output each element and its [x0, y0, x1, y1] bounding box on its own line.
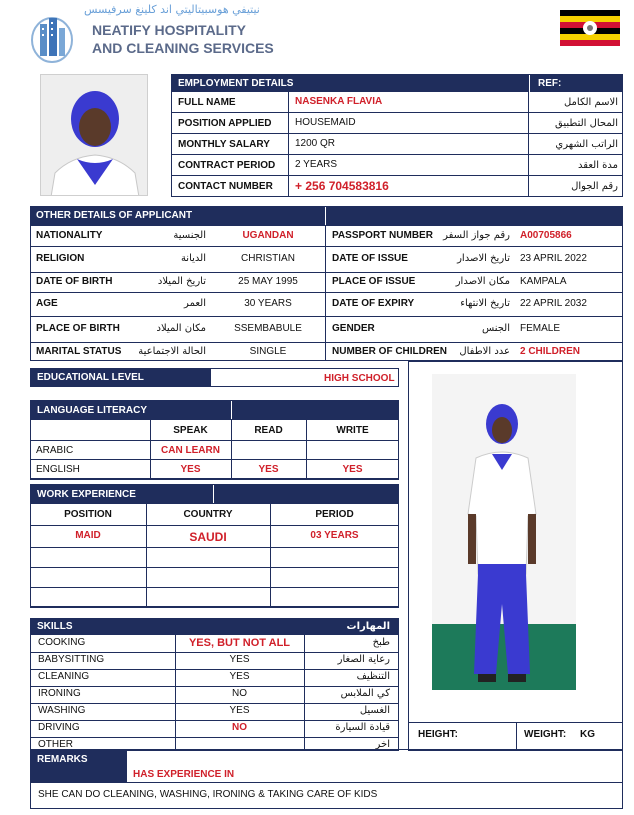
language-header: [31, 401, 398, 419]
other-right-value: A00705866: [520, 230, 572, 241]
skill-label-ar: اخر: [375, 739, 390, 750]
skill-label-ar: التنظيف: [356, 671, 390, 682]
other-right-label: NUMBER OF CHILDREN: [332, 346, 447, 357]
other-left-value: UGANDAN: [242, 230, 294, 241]
other-right-value: 2 CHILDREN: [520, 346, 581, 357]
language-title: LANGUAGE LITERACY: [37, 405, 147, 416]
applicant-portrait: [40, 74, 148, 196]
education-label: EDUCATIONAL LEVEL: [37, 372, 144, 383]
other-col-divider: [325, 225, 326, 361]
employment-row-label: CONTACT NUMBER: [178, 181, 273, 192]
other-right-value: 23 APRIL 2022: [520, 253, 587, 264]
other-left-label: RELIGION: [36, 253, 85, 264]
other-left-value: SINGLE: [249, 346, 287, 357]
other-left-label-ar: الحالة الاجتماعية: [138, 346, 206, 357]
other-left-value: SSEMBABULE: [234, 323, 302, 334]
other-left-label: MARITAL STATUS: [36, 346, 122, 357]
work-title: WORK EXPERIENCE: [37, 489, 136, 500]
employment-row-label: POSITION APPLIED: [178, 118, 272, 129]
other-right-label: DATE OF EXPIRY: [332, 298, 415, 309]
employment-row-label-ar: مدة العقد: [578, 160, 618, 171]
other-right-label-ar: عدد الاطفال: [459, 346, 510, 357]
employment-details-table: [171, 74, 623, 197]
remarks-label: REMARKS: [37, 754, 88, 765]
skill-value: YES: [229, 654, 250, 665]
remarks-note: HAS EXPERIENCE IN: [133, 769, 235, 780]
work-row-divider: [30, 567, 399, 568]
company-name-line2: AND CLEANING SERVICES: [92, 40, 274, 56]
other-right-value: KAMPALA: [520, 276, 567, 287]
other-right-label: PLACE OF ISSUE: [332, 276, 416, 287]
height-label: HEIGHT:: [418, 729, 458, 740]
skill-label: DRIVING: [38, 722, 80, 733]
skill-label: WASHING: [38, 705, 86, 716]
employment-row-divider: [171, 196, 623, 197]
other-right-label: DATE OF ISSUE: [332, 253, 408, 264]
work-position-value: MAID: [75, 530, 101, 541]
other-row-divider: [30, 316, 623, 317]
work-period-value: 03 YEARS: [310, 530, 359, 541]
employment-row-value: 2 YEARS: [295, 159, 338, 170]
other-right-label-ar: مكان الاصدار: [455, 276, 510, 287]
other-right-label-ar: الجنس: [481, 323, 510, 334]
other-left-label: PLACE OF BIRTH: [36, 323, 120, 334]
skill-label: CLEANING: [38, 671, 90, 682]
other-left-label-ar: تاريخ الميلاد: [157, 276, 206, 287]
weight-label: WEIGHT:: [524, 729, 567, 740]
other-left-label: AGE: [36, 298, 58, 309]
uganda-flag-icon: [560, 10, 620, 46]
other-left-label-ar: الديانة: [180, 253, 206, 264]
skill-label-ar: رعاية الصغار: [337, 654, 390, 665]
skill-value: NO: [232, 722, 247, 733]
other-left-value: 25 MAY 1995: [238, 276, 298, 287]
language-col-header: SPEAK: [173, 425, 208, 436]
language-speak-value: CAN LEARN: [161, 445, 220, 456]
skill-label: IRONING: [38, 688, 81, 699]
skill-label-ar: كي الملابس: [340, 688, 390, 699]
work-header: [31, 485, 398, 503]
other-right-value: FEMALE: [520, 323, 561, 334]
employment-row-label-ar: الاسم الكامل: [563, 97, 618, 108]
other-right-label-ar: تاريخ الانتهاء: [460, 298, 510, 309]
remarks-detail: SHE CAN DO CLEANING, WASHING, IRONING & TAKING CARE OF KIDS: [38, 789, 378, 800]
other-left-label-ar: مكان الميلاد: [156, 323, 206, 334]
employment-row-divider: [171, 112, 623, 113]
company-logo: [30, 10, 74, 64]
work-row-divider: [30, 607, 399, 608]
other-left-label: NATIONALITY: [36, 230, 103, 241]
employment-row-divider: [171, 133, 623, 134]
employment-row-value: + 256 704583816: [295, 179, 389, 193]
skills-row-divider: [30, 652, 399, 653]
ref-label: REF:: [538, 78, 562, 89]
skill-value: YES: [229, 705, 250, 716]
language-row-divider: [30, 440, 399, 441]
employment-row-label: CONTRACT PERIOD: [178, 160, 276, 171]
work-col-header: PERIOD: [315, 509, 354, 520]
work-row-divider: [30, 503, 399, 504]
employment-row-value: HOUSEMAID: [295, 117, 356, 128]
education-value: HIGH SCHOOL: [324, 373, 395, 384]
language-name: ENGLISH: [36, 464, 80, 475]
education-label-cell: [31, 369, 211, 386]
skill-value: YES: [229, 671, 250, 682]
language-speak-value: YES: [180, 464, 201, 475]
skills-title-ar: المهارات: [346, 621, 390, 632]
work-col-header: COUNTRY: [183, 509, 233, 520]
weight-unit: KG: [580, 729, 595, 740]
work-row-divider: [30, 547, 399, 548]
skill-label: COOKING: [38, 637, 86, 648]
other-details-title: OTHER DETAILS OF APPLICANT: [36, 210, 193, 221]
company-arabic-name: نيتيفي هوسبيتاليتي اند كلينغ سرفيسس: [84, 3, 260, 16]
language-name: ARABIC: [36, 445, 74, 456]
language-row-divider: [30, 459, 399, 460]
skill-value: YES, BUT NOT ALL: [188, 637, 291, 649]
other-row-divider: [30, 272, 623, 273]
language-write-value: YES: [342, 464, 363, 475]
skills-header: [31, 619, 398, 635]
skill-label: OTHER: [38, 739, 73, 750]
other-row-divider: [30, 246, 623, 247]
employment-row-divider: [171, 154, 623, 155]
skill-value: NO: [232, 688, 247, 699]
language-row-divider: [30, 419, 399, 420]
other-right-label: GENDER: [332, 323, 375, 334]
employment-row-label-ar: المحال التطبيق: [555, 118, 618, 129]
building-logo-icon: [30, 10, 74, 64]
employment-row-label: FULL NAME: [178, 97, 236, 108]
language-row-divider: [30, 479, 399, 480]
remarks-label-cell: [31, 750, 127, 782]
other-left-value: CHRISTIAN: [241, 253, 295, 264]
other-left-label: DATE OF BIRTH: [36, 276, 113, 287]
employment-row-divider: [171, 175, 623, 176]
other-row-divider: [30, 342, 623, 343]
company-name-line1: NEATIFY HOSPITALITY: [92, 22, 247, 38]
language-col-header: READ: [254, 425, 283, 436]
skills-row-divider: [30, 686, 399, 687]
employment-col-divider: [288, 92, 289, 197]
employment-row-label-ar: الراتب الشهري: [555, 139, 618, 150]
employment-row-label: MONTHLY SALARY: [178, 139, 270, 150]
other-right-value: 22 APRIL 2032: [520, 298, 587, 309]
other-right-label: PASSPORT NUMBER: [332, 230, 433, 241]
work-col-header: POSITION: [64, 509, 112, 520]
other-left-label-ar: الجنسية: [173, 230, 206, 241]
skill-label-ar: قيادة السيارة: [335, 722, 390, 733]
work-row-divider: [30, 587, 399, 588]
employment-details-title: EMPLOYMENT DETAILS: [178, 78, 294, 89]
other-left-label-ar: العمر: [184, 298, 206, 309]
work-country-value: SAUDI: [189, 530, 227, 544]
employment-row-value: NASENKA FLAVIA: [295, 96, 383, 107]
employment-row-label-ar: رقم الجوال: [571, 181, 618, 192]
skill-label-ar: الغسيل: [359, 705, 390, 716]
other-row-divider: [30, 225, 623, 226]
other-left-value: 30 YEARS: [244, 298, 292, 309]
employment-row-value: 1200 QR: [295, 138, 336, 149]
skills-row-divider: [30, 737, 399, 738]
other-row-divider: [30, 292, 623, 293]
employment-details-header: [172, 75, 622, 92]
other-right-label-ar: تاريخ الاصدار: [457, 253, 510, 264]
work-row-divider: [30, 525, 399, 526]
skills-title: SKILLS: [37, 621, 73, 632]
language-col-header: WRITE: [336, 425, 369, 436]
skills-row-divider: [30, 703, 399, 704]
skill-label-ar: طبخ: [372, 637, 390, 648]
language-read-value: YES: [258, 464, 279, 475]
full-body-photo: [432, 374, 576, 690]
skills-row-divider: [30, 720, 399, 721]
other-right-label-ar: رقم جواز السفر: [443, 230, 510, 241]
employment-col-divider: [528, 92, 529, 197]
skill-label: BABYSITTING: [38, 654, 105, 665]
skills-row-divider: [30, 669, 399, 670]
